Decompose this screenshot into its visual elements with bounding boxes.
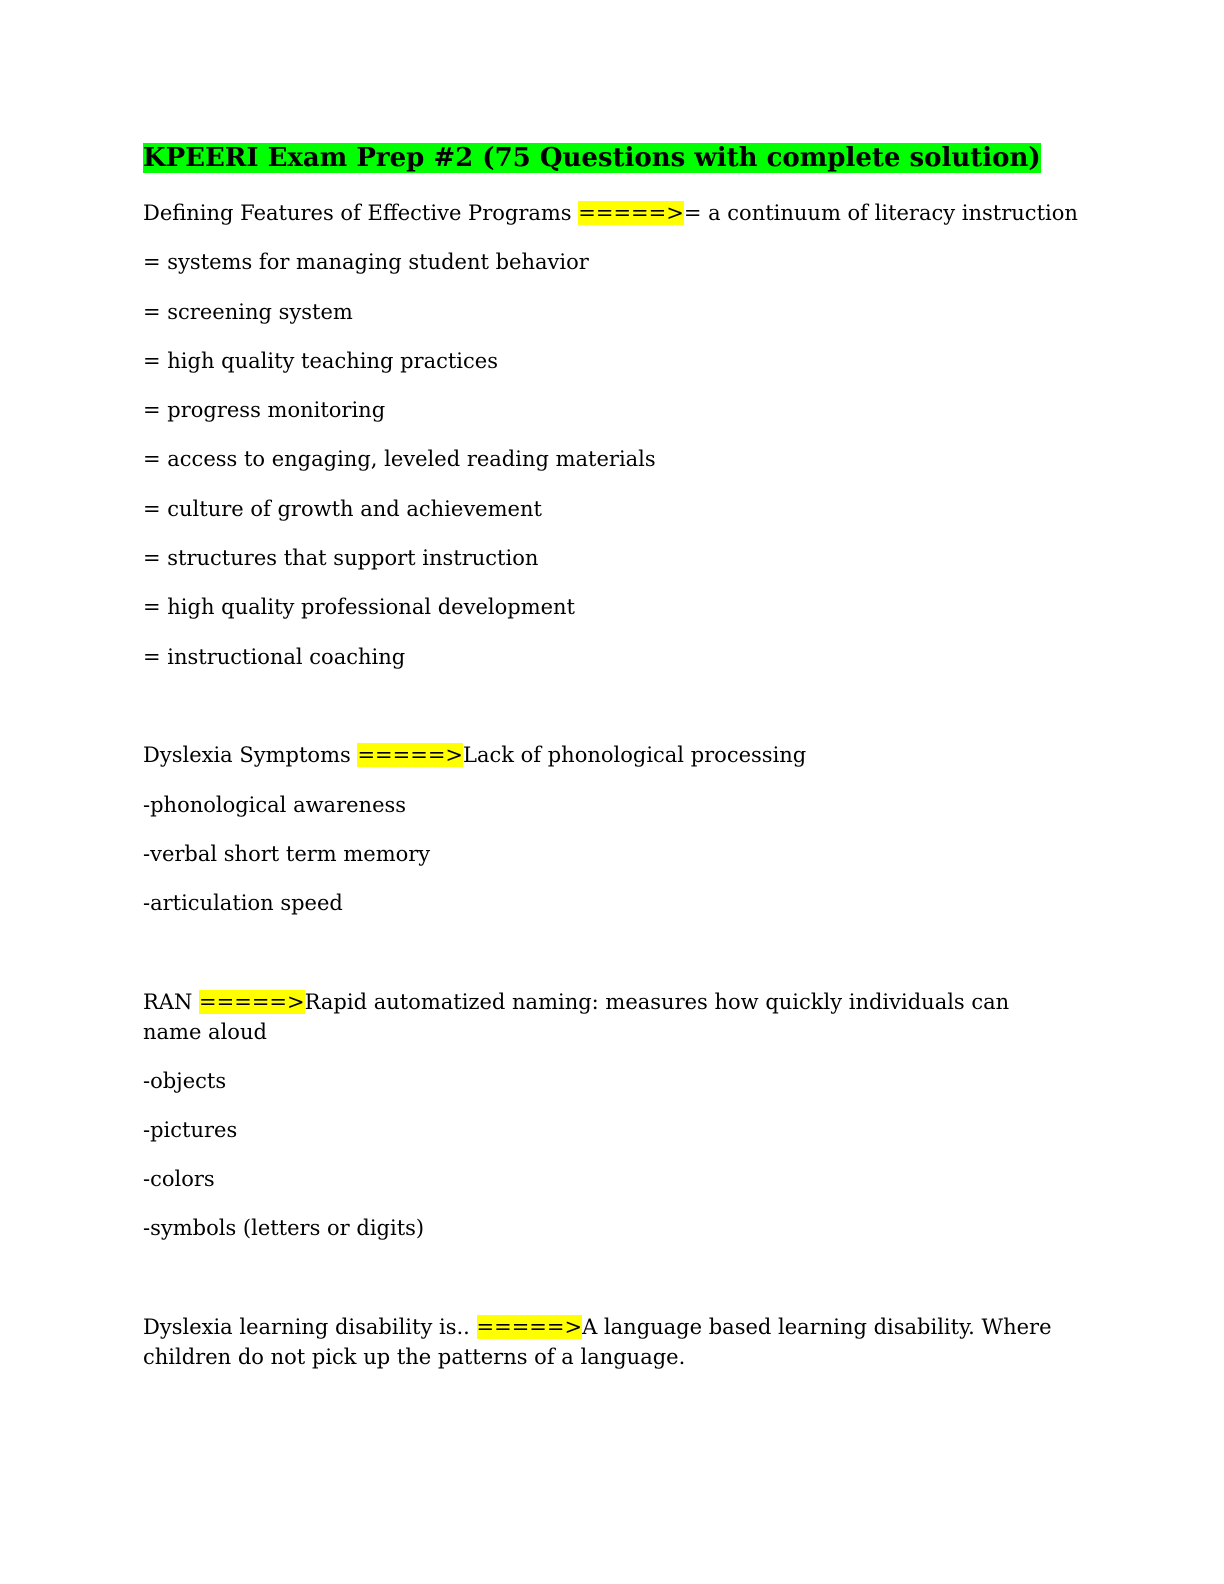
- q2-heading: [143, 740, 806, 770]
- q3-answer: Rapid automatized naming: measures how quickly individuals can name aloud: [143, 990, 1010, 1044]
- document-title: [143, 140, 1041, 176]
- q1-item: = instructional coaching: [143, 645, 406, 669]
- q1-item: = culture of growth and achievement: [143, 497, 542, 521]
- q2-item: -phonological awareness: [143, 793, 407, 817]
- q1-item: = screening system: [143, 300, 353, 324]
- q2-answer: Lack of phonological processing: [463, 743, 807, 767]
- q2-arrow: =====>: [357, 743, 464, 767]
- q1-item: = structures that support instruction: [143, 546, 539, 570]
- q3-item: -symbols (letters or digits): [143, 1216, 425, 1240]
- q1-heading: [143, 198, 1078, 228]
- q1-item: = high quality teaching practices: [143, 349, 498, 373]
- q3-term: RAN: [143, 990, 200, 1014]
- q1-item: = systems for managing student behavior: [143, 250, 589, 274]
- q3-heading: [143, 987, 1063, 1047]
- q3-item: -pictures: [143, 1118, 238, 1142]
- q4-heading: [143, 1312, 1063, 1372]
- q2-item: -verbal short term memory: [143, 842, 431, 866]
- q1-item: = high quality professional development: [143, 595, 575, 619]
- q3-item: -colors: [143, 1167, 215, 1191]
- q1-item: = access to engaging, leveled reading materials: [143, 447, 656, 471]
- q4-answer: A language based learning disability. Where children do not pick up the patterns of a language.: [143, 1315, 1052, 1369]
- q2-term: Dyslexia Symptoms: [143, 743, 358, 767]
- q4-term: Dyslexia learning disability is..: [143, 1315, 477, 1339]
- q3-item: -objects: [143, 1069, 227, 1093]
- title-highlight: KPEERI Exam Prep #2 (75 Questions with complete solution): [143, 143, 1041, 173]
- q1-answer: = a continuum of literacy instruction: [683, 201, 1078, 225]
- q1-arrow: =====>: [578, 201, 684, 225]
- q1-item: = progress monitoring: [143, 398, 386, 422]
- q3-arrow: =====>: [199, 990, 305, 1014]
- q4-arrow: =====>: [476, 1315, 583, 1339]
- q2-item: -articulation speed: [143, 891, 343, 915]
- q1-term: Defining Features of Effective Programs: [143, 201, 579, 225]
